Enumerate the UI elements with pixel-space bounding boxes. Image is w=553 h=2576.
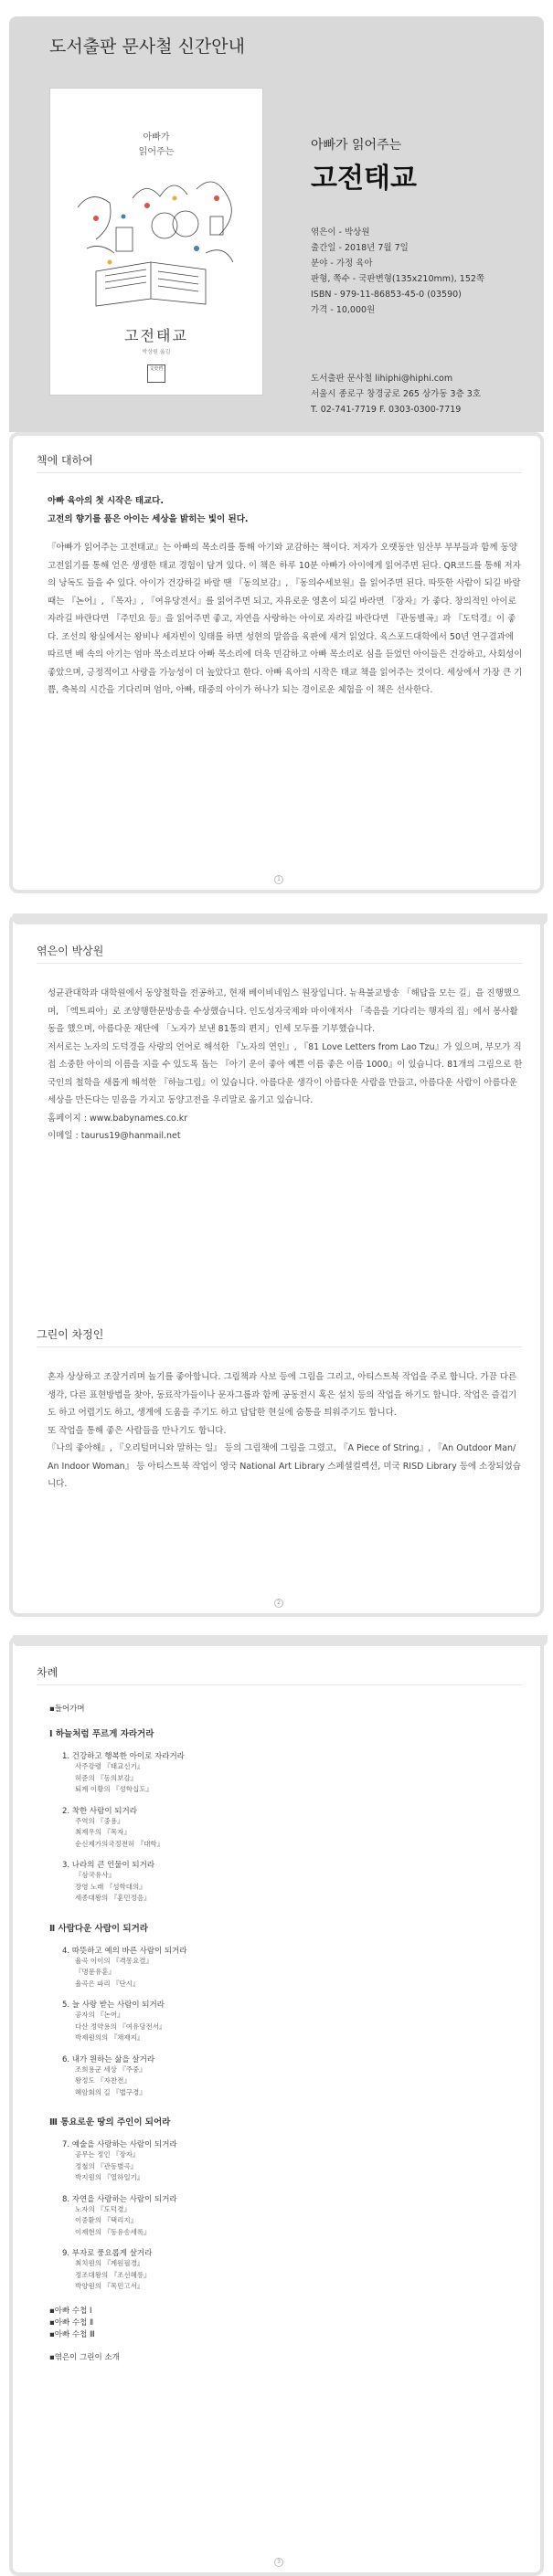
illustrator-bio2: 또 작업을 통해 좋은 사람들을 만나기도 합니다.	[48, 1425, 227, 1436]
editor-section	[9, 913, 544, 1617]
toc-item: 혜암회의 길 『법구경』	[75, 2087, 146, 2096]
toc-item: 정조대왕의 『조선혜릉』	[75, 2270, 151, 2279]
publisher-logo: 文史哲	[147, 364, 165, 383]
toc-outro	[49, 2306, 187, 2364]
toc-item: 주역의 『중용』	[75, 1816, 124, 1825]
toc-item: 장영 노래 『성학대의』	[75, 1882, 146, 1891]
toc-section	[9, 1635, 544, 2576]
page-mark: 3	[274, 2558, 283, 2567]
about-lead1: 아빠 육아의 첫 시작은 태교다.	[48, 496, 164, 506]
about-body: 『아빠가 읽어주는 고전태교』는 아빠의 목소리를 통해 아기와 교감하는 책이다. 저자가 오랫동안 임산부 부부들과 함께 동양고전읽기를 통해 얻은 생생한 태교 경험이 담겨 있다. 이 책은 하루 10분 아빠가 아이에게 읽어주면 된다. QR코드를 통해 저자의 낭독도 들을 수 있다. 아이가 건강하길 바랄 땐 『동의보감』, 『동의수세보원』을 읽어주면 된다. 따뜻한 사람이 되길 바랄 때는 『논어』, 『목자』, 『여유당전서』를 읽어주면 되고, 자유로운 영혼이 되길 바라면 『장자』가 좋다. 창의적인 아이로 자라길 바란다면 『주민요 등』을 읽어주면 좋고, 자연을 사랑하는 아이로 자라길 바란다면 『관동별곡』과 『도덕경』이 좋다. 조선의 왕실에서는 왕비나 세자빈이 잉태를 하면 성현의 말씀을 육판에 새겨 읽었다. 육스포드대학에서 50년 연구결과에 따르면 배 속의 아기는 엄마 목소리보다 아빠 목소리에 더욱 민감하고 아빠 목소리로 심을 듣었던 아이들은 건강하고, 사회성이 좋았으며, 긍정적이고 사랑을 가능성이 더 높았다고 한다. 아빠 육아의 시작은 태교 책을 읽어주는 것이다. 세상에서 가장 큰 기쁨, 축복의 시간을 기다리며 엄마, 아빠, 태중의 아이가 하나가 되는 경이로운 체험을 이 책은 선사한다.	[48, 543, 523, 695]
toc-parts	[49, 1726, 187, 2293]
toc-chapter: 1. 건강하고 행복한 아이로 자라거라	[62, 1752, 185, 1761]
toc-appendix-item	[49, 2341, 187, 2352]
publisher-address: 서울시 종로구 창경궁로 265 상가동 3층 3호	[311, 389, 481, 399]
about-lead2: 고전의 향기를 품은 아이는 세상을 밝히는 빛이 된다.	[48, 513, 249, 524]
cover-small-line2: 읽어주는	[138, 147, 175, 157]
book-cover-image	[49, 88, 263, 396]
toc-chapter: 5. 늘 사랑 받는 사람이 되거라	[62, 2001, 165, 2010]
divider	[37, 472, 522, 473]
toc-chapter: 4. 따뜻하고 예의 바른 사람이 되거라	[62, 1946, 187, 1956]
about-heading: 책에 대하여	[37, 454, 93, 467]
toc-item: 박제원의의 『채제지』	[75, 2033, 144, 2042]
toc-part-title: Ⅲ 통요로운 땅의 주인이 되어라	[49, 2117, 171, 2127]
toc-chapter: 9. 부자로 풍요롭게 살거라	[62, 2249, 153, 2258]
toc-item: 공자의 『논어』	[75, 2011, 124, 2019]
divider	[37, 963, 522, 964]
book-subtitle: 아빠가 읽어주는	[311, 138, 402, 153]
toc-item: 노자의 『도덕경』	[75, 2204, 131, 2213]
cover-author: 박상원 옮김	[142, 349, 171, 355]
divider	[37, 1684, 522, 1685]
toc-item: 퇴계 이황의 『성학십도』	[75, 1785, 153, 1793]
toc-part-title: Ⅱ 사람다운 사람이 되거라	[49, 1923, 148, 1934]
toc-part-title: Ⅰ 하늘처럼 푸르게 자라거라	[49, 1729, 154, 1739]
illustrator-bio1: 혼자 상상하고 조잘거리며 놀기를 좋아합니다. 그림책과 사보 등에 그림을 그리고, 아티스트북 작업을 주로 합니다. 가끔 다른 생각, 다른 표현방법을 찾아, 동료작가들이나 문자그룹과 함께 공동전시 혹은 설치 등의 작업을 하기도 합니다. 작업은 즐겁기도 하고 어렵기도 하고, 생계에 도움을 주기도 하고 답답한 현실에 숨통을 틔워주기도 합니다.	[48, 1372, 517, 1418]
editor-bio1: 성균관대학과 대학원에서 동양철학을 전공하고, 현재 베이비네임스 원장입니다. 뉴욕불교방송 「해답을 모는 길」을 진행했으며, 「엑트피아」로 조양행한문방송을 수상했습니다. 인도성자국제와 마이애저사 「죽음을 기다리는 행자의 집」에서 봉사활동을 했으며, 아름다운 재단에 「노자가 보낸 81통의 편지」인세 모두를 기부했습니다.	[48, 988, 521, 1034]
toc-chapter: 8. 자연을 사랑하는 사람이 되거라	[62, 2194, 177, 2204]
editor-heading: 엮은이 박상원	[37, 945, 104, 957]
toc-heading: 차례	[37, 1666, 58, 1679]
toc-item: 이제현의 『동유송세록』	[75, 2227, 151, 2236]
toc-item: 왕정도 『자찬전』	[75, 2076, 131, 2085]
divider	[37, 1346, 522, 1347]
book-title: 고전태교	[311, 163, 417, 195]
toc-chapter: 7. 예술을 사랑하는 사람이 되거라	[62, 2140, 177, 2149]
toc-appendix-item: ▪엮은이 그린이 소개	[49, 2352, 120, 2362]
publisher-phone: T. 02-741-7719 F. 0303-0300-7719	[311, 405, 462, 415]
toc-item: 박지원의 『열하일기』	[75, 2173, 144, 2181]
book-header	[9, 16, 544, 432]
meta-date: 출간일 - 2018년 7월 7일	[311, 243, 409, 253]
meta-format: 판형, 쪽수 - 국판변형(135x210mm), 152쪽	[311, 274, 485, 284]
toc-item: 조희용군 세상 『주중』	[75, 2064, 146, 2074]
illustrator-bio3: 『나의 좋아해』, 『오리털머니와 말하는 일』 등의 그림책에 그림을 그렸고, 『A Piece of String』, 『An Outdoor Man/ An Indoor Woman』 등 아티스트북 작업이 영국 National Art Library 스페셜컬렉션, 미국 RISD Library 등에 소장되었습니다.	[48, 1443, 521, 1489]
about-section	[9, 432, 544, 893]
toc-item: 다산 정약용의 『여유당전서』	[75, 2022, 166, 2031]
toc-item: 『삼국유사』	[75, 1871, 115, 1879]
cover-title: 고전태교	[124, 327, 188, 344]
toc-intro: ▪들어가며	[49, 1705, 85, 1714]
book-meta	[311, 225, 484, 318]
toc-item: 최치원의 『계원필경』	[75, 2259, 144, 2267]
illustrator-heading: 그린이 차정인	[37, 1328, 104, 1341]
toc-item: 율곡은 파리 『단시』	[75, 1979, 140, 1988]
toc-appendix-item: ▪아빠 수첩 Ⅰ	[49, 2306, 92, 2316]
meta-editor: 엮은이 - 박상원	[311, 227, 370, 238]
editor-email: 이메일 : taurus19@hanmail.net	[48, 1131, 181, 1141]
toc-item: 공무는 정인 『장자』	[75, 2150, 140, 2159]
toc-chapter: 6. 내가 원하는 삶을 살거라	[62, 2054, 155, 2064]
page-mark: 2	[274, 1599, 283, 1608]
toc-list	[49, 1703, 187, 2364]
toc-chapter: 2. 착한 사람이 되거라	[62, 1806, 137, 1816]
editor-text	[48, 985, 523, 1145]
about-text	[48, 492, 523, 700]
banner-title: 도서출판 문사철 신간안내	[49, 37, 245, 57]
editor-homepage: 홈페이지 : www.babynames.co.kr	[48, 1113, 188, 1124]
illustrator-text	[48, 1368, 523, 1494]
frame-tab	[13, 1635, 548, 1646]
toc-item: 사주강령 『태교신기』	[75, 1762, 144, 1770]
toc-chapter: 3. 나라의 큰 인물이 되거라	[62, 1861, 155, 1870]
meta-price: 가격 - 10,000원	[311, 305, 376, 315]
toc-item: 정철의 『관동별곡』	[75, 2161, 138, 2170]
toc-appendix-item: ▪아빠 수첩 Ⅱ	[49, 2317, 94, 2328]
cover-illustration	[59, 162, 253, 308]
frame-tab	[13, 913, 548, 924]
newsletter	[9, 16, 544, 2565]
meta-isbn: ISBN - 979-11-86853-45-0 (03590)	[311, 290, 462, 300]
publisher-info	[311, 371, 481, 417]
editor-bio2: 저서로는 노자의 도덕경을 사랑의 언어로 해석한 『노자의 연인』, 『81 Love Letters from Lao Tzu』가 있으며, 부모가 직접 소중한 아이의 이름을 지을 수 있도록 돕는 『아기 운이 좋아 예쁜 이름 좋은 이름 1000』이 있습니다. 81개의 그림으로 한국인의 철학을 새롭게 해석한 『하늘그림』이 있습니다. 아름다운 생각이 아름다운 사람을 만들고, 아름다운 사람이 아름다운 세상을 만든다는 믿음을 가지고 동양고전을 우리말로 옮기고 있습니다.	[48, 1041, 523, 1105]
page-mark: 1	[274, 875, 283, 884]
toc-item: 순신제가의국정전허 『대학』	[75, 1839, 165, 1848]
toc-item: 박양원의 『목민고서』	[75, 2282, 144, 2290]
meta-category: 분야 - 가정 육아	[311, 259, 373, 269]
toc-item: 세종대왕의 『훈민정음』	[75, 1894, 151, 1902]
toc-item: 이중환의 『택리지』	[75, 2216, 138, 2224]
publisher-name: 도서출판 문사철 lihiphi@hiphi.com	[311, 374, 453, 384]
toc-item: 『명문유훈』	[75, 1968, 115, 1976]
toc-item: 최제우의 『목자』	[75, 1828, 131, 1836]
toc-appendix-item: ▪아빠 수첩 Ⅲ	[49, 2329, 95, 2339]
toc-item: 허준의 『동의보감』	[75, 1773, 138, 1782]
cover-small-line1: 아빠가	[143, 132, 170, 143]
toc-item: 율곡 이이의 『격몽요결』	[75, 1956, 153, 1965]
